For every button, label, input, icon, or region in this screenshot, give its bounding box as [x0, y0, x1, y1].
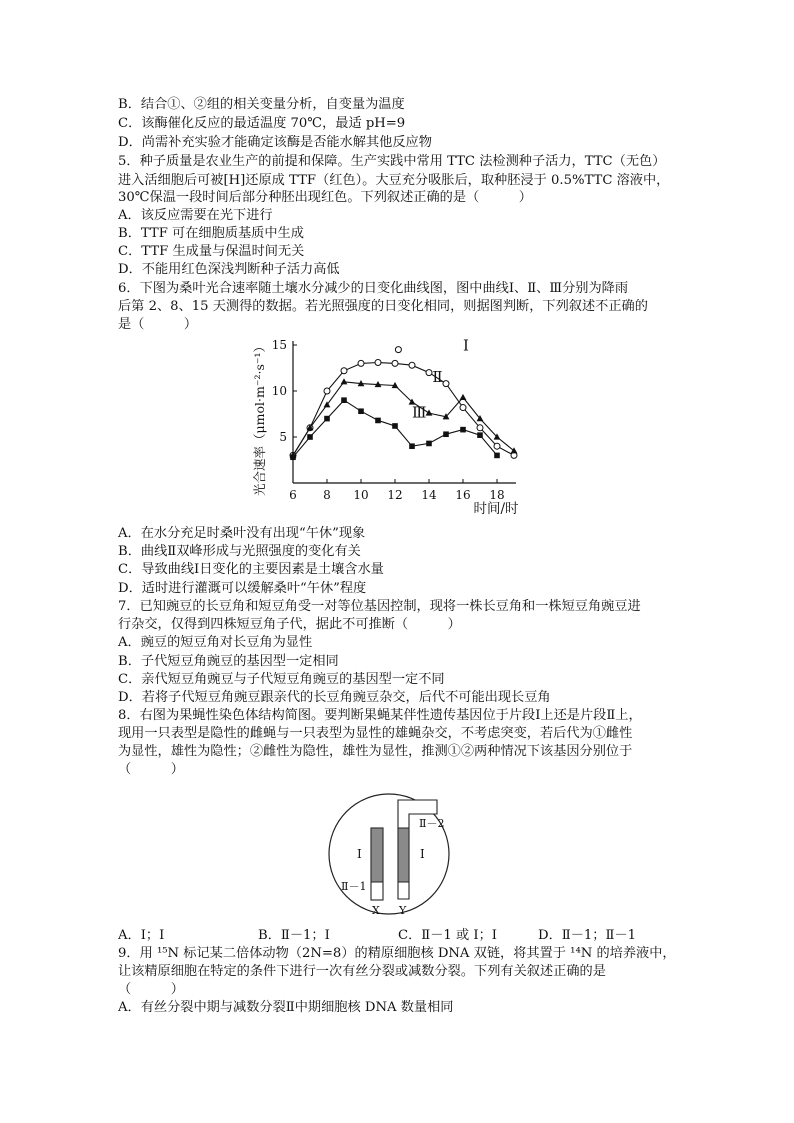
text-line: C．亲代短豆角豌豆与子代短豆角豌豆的基因型一定不同 — [118, 672, 445, 687]
x-tick-label: 12 — [387, 488, 403, 502]
label-y: Y — [399, 904, 407, 916]
series-label: Ⅰ — [463, 336, 469, 355]
text-line: D．不能用红色深浅判断种子活力高低 — [118, 262, 340, 277]
y-tick-label: 5 — [279, 430, 287, 444]
text-line: 6．下图为桑叶光合速率随土壤水分减少的日变化曲线图，图中曲线Ⅰ、Ⅱ、Ⅲ分别为降雨 — [118, 281, 629, 296]
data-point — [443, 431, 449, 437]
label-seg1-right: Ⅰ — [420, 847, 425, 861]
data-point — [307, 434, 313, 440]
text-line: A．豌豆的短豆角对长豆角为显性 — [118, 635, 313, 650]
text-line: （ ） — [118, 982, 184, 997]
data-point — [375, 418, 381, 424]
text-line: A．该反应需要在光下进行 — [118, 208, 273, 223]
data-point — [341, 378, 348, 384]
data-point — [494, 453, 500, 459]
data-point — [443, 381, 449, 387]
data-point — [409, 443, 415, 449]
text-line: 进入活细胞后可被[H]还原成 TTF（红色）。大豆充分吸胀后，取种胚浸于 0.5%TTC 溶液中， — [118, 173, 670, 188]
text-line: 30℃保温一段时间后部分种胚出现红色。下列叙述正确的是（ ） — [118, 190, 532, 205]
text-line: 5．种子质量是农业生产的前提和保障。生产实践中常用 TTC 法检测种子活力，TTC（无色） — [118, 154, 666, 169]
data-point — [460, 394, 467, 400]
label-x: X — [372, 904, 380, 916]
data-point — [477, 425, 483, 431]
text-line: B．子代短豆角豌豆的基因型一定相同 — [118, 654, 339, 669]
data-point — [426, 409, 433, 415]
series-label: Ⅱ — [432, 367, 443, 386]
text-line: 现用一只表型是隐性的雌蝇与一只表型为显性的雄蝇杂交，不考虑突变，若后代为①雌性 — [118, 726, 633, 741]
text-line: B．结合①、②组的相关变量分析，自变量为温度 — [118, 97, 405, 112]
text-line: C．该酶催化反应的最适温度 70℃，最适 pH=9 — [118, 116, 406, 131]
x-tick-label: 18 — [489, 488, 505, 502]
y-axis-label: 光合速率（μmol·m⁻²·s⁻¹） — [252, 340, 267, 496]
data-point — [511, 447, 518, 453]
text-line: B．曲线Ⅱ双峰形成与光照强度的变化有关 — [118, 544, 361, 559]
x-tick-label: 8 — [323, 488, 331, 502]
x-tick-label: 14 — [421, 488, 437, 502]
data-point — [460, 405, 466, 411]
data-point — [290, 454, 296, 460]
text-line: 9．用 ¹⁵N 标记某二倍体动物（2N=8）的精原细胞核 DNA 双链，将其置于 ¹⁴N 的培养液中， — [118, 946, 676, 961]
data-point — [358, 360, 364, 366]
text-line: 行杂交，仅得到四株短豆角子代，据此不可推断（ ） — [118, 617, 461, 632]
q8-option-d: D．Ⅱ－1；Ⅱ－1 — [538, 928, 637, 943]
text-line: 7．已知豌豆的长豆角和短豆角受一对等位基因控制，现将一株长豆角和一株短豆角豌豆进 — [118, 599, 641, 614]
data-point — [460, 427, 466, 433]
y-tick-label: 10 — [271, 384, 287, 398]
data-point — [375, 359, 381, 365]
data-point — [426, 441, 432, 447]
text-line: A．在水分充足时桑叶没有出现“午休”现象 — [118, 526, 366, 541]
data-point — [392, 360, 398, 366]
label-seg1-left: Ⅰ — [357, 847, 362, 861]
text-line: B．TTF 可在细胞质基质中生成 — [118, 226, 304, 241]
photosynthesis-chart — [252, 333, 542, 523]
label-seg2-1: Ⅱ－1 — [341, 880, 367, 893]
label-seg2-2: Ⅱ－2 — [419, 817, 445, 830]
data-point — [358, 408, 364, 414]
text-line: D．适时进行灌溉可以缓解桑叶“午休”程度 — [118, 581, 367, 596]
x-tick-label: 16 — [455, 488, 471, 502]
text-line: A．有丝分裂中期与减数分裂Ⅱ中期细胞核 DNA 数量相同 — [118, 1000, 454, 1015]
data-point — [395, 347, 401, 353]
q8-option-c: C．Ⅱ－1 或 Ⅰ；Ⅰ — [398, 928, 497, 943]
text-line: 是（ ） — [118, 317, 198, 332]
text-line: D．尚需补充实验才能确定该酶是否能水解其他反应物 — [118, 135, 432, 150]
y-tick-label: 15 — [271, 338, 287, 352]
x-homologous-segment — [371, 828, 383, 882]
text-line: 为显性，雄性为隐性；②雌性为隐性，雄性为显性，推测①②两种情况下该基因分别位于 — [118, 744, 633, 759]
x-axis-label: 时间/时 — [473, 501, 519, 517]
text-line: C．导致曲线Ⅰ日变化的主要因素是土壤含水量 — [118, 562, 384, 577]
series-label: Ⅲ — [412, 403, 427, 422]
data-point — [477, 432, 483, 438]
q8-option-a: A．Ⅰ；Ⅰ — [118, 928, 165, 943]
data-point — [426, 370, 432, 376]
x-tick-label: 6 — [289, 488, 297, 502]
y-homologous-segment — [398, 828, 409, 882]
q8-option-b: B．Ⅱ－1；Ⅰ — [258, 928, 330, 943]
x-tick-label: 10 — [353, 488, 369, 502]
data-point — [409, 362, 415, 368]
data-point — [324, 416, 330, 422]
data-point — [324, 388, 330, 394]
data-point — [341, 368, 347, 374]
text-line: 后第 2、8、15 天测得的数据。若光照强度的日变化相同，则据图判断，下列叙述不正确的 — [118, 299, 648, 314]
series-line-1 — [293, 363, 514, 456]
data-point — [341, 397, 347, 403]
data-point — [494, 443, 500, 449]
text-line: C．TTF 生成量与保温时间无关 — [118, 244, 305, 259]
text-line: 让该精原细胞在特定的条件下进行一次有丝分裂或减数分裂。下列有关叙述正确的是 — [118, 964, 606, 979]
data-point — [392, 423, 398, 429]
text-line: （ ） — [118, 762, 184, 777]
text-line: 8．右图为果蝇性染色体结构简图。要判断果蝇某伴性遗传基因位于片段Ⅰ上还是片段Ⅱ上， — [118, 708, 642, 723]
text-line: D．若将子代短豆角豌豆跟亲代的长豆角豌豆杂交，后代不可能出现长豆角 — [118, 690, 551, 705]
chromosome-diagram — [327, 792, 451, 916]
